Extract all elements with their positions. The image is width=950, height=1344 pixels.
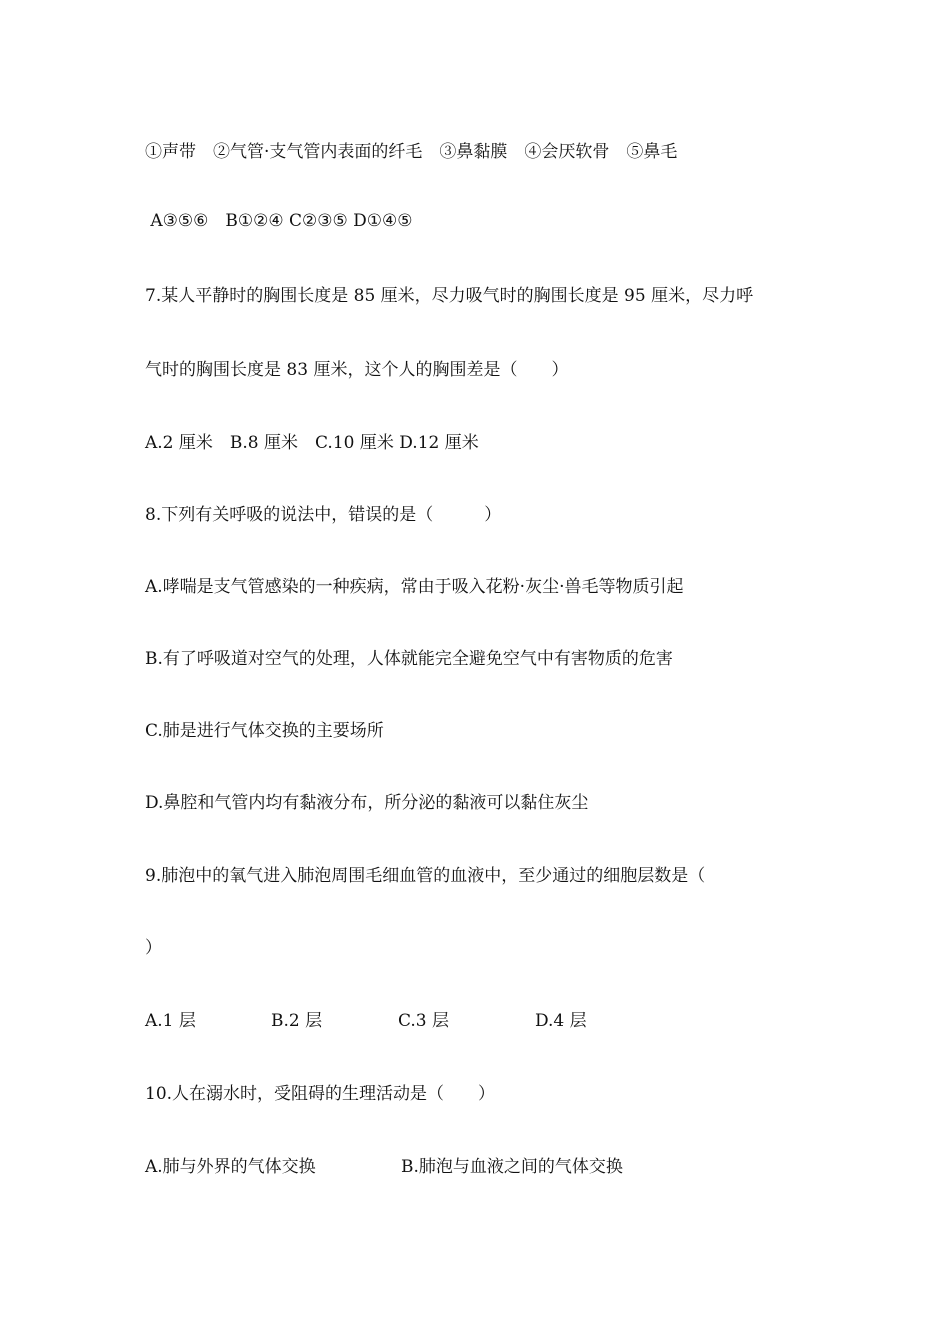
q9-option-d: D.4 层 [535, 1011, 587, 1031]
q8-option-d: D.鼻腔和气管内均有黏液分布，所分泌的黏液可以黏住灰尘 [145, 793, 589, 813]
q8-option-b: B.有了呼吸道对空气的处理，人体就能完全避免空气中有害物质的危害 [145, 649, 673, 669]
q10-option-a: A.肺与外界的气体交换 [145, 1157, 316, 1177]
q8-option-a: A.哮喘是支气管感染的一种疾病，常由于吸入花粉·灰尘·兽毛等物质引起 [145, 577, 684, 597]
q6-options: A③⑤⑥ B①②④ C②③⑤ D①④⑤ [145, 211, 413, 231]
q8-stem: 8.下列有关呼吸的说法中，错误的是（ ） [145, 505, 502, 525]
q10-stem: 10.人在溺水时，受阻碍的生理活动是（ ） [145, 1084, 496, 1104]
q9-option-c: C.3 层 [398, 1011, 450, 1031]
q7-stem-line1: 7.某人平静时的胸围长度是 85 厘米，尽力吸气时的胸围长度是 95 厘米，尽力呼 [145, 286, 754, 306]
q9-option-b: B.2 层 [271, 1011, 323, 1031]
q8-option-c: C.肺是进行气体交换的主要场所 [145, 721, 384, 741]
q9-option-a: A.1 层 [145, 1011, 196, 1031]
q9-stem-line1: 9.肺泡中的氧气进入肺泡周围毛细血管的血液中，至少通过的细胞层数是（ [145, 866, 706, 886]
q10-option-b: B.肺泡与血液之间的气体交换 [401, 1157, 623, 1177]
q7-stem-line2: 气时的胸围长度是 83 厘米，这个人的胸围差是（ ） [145, 360, 569, 380]
q7-options: A.2 厘米 B.8 厘米 C.10 厘米 D.12 厘米 [145, 433, 479, 453]
q6-items: ①声带 ②气管·支气管内表面的纤毛 ③鼻黏膜 ④会厌软骨 ⑤鼻毛 [145, 142, 678, 162]
q9-stem-line2: ） [145, 938, 162, 958]
